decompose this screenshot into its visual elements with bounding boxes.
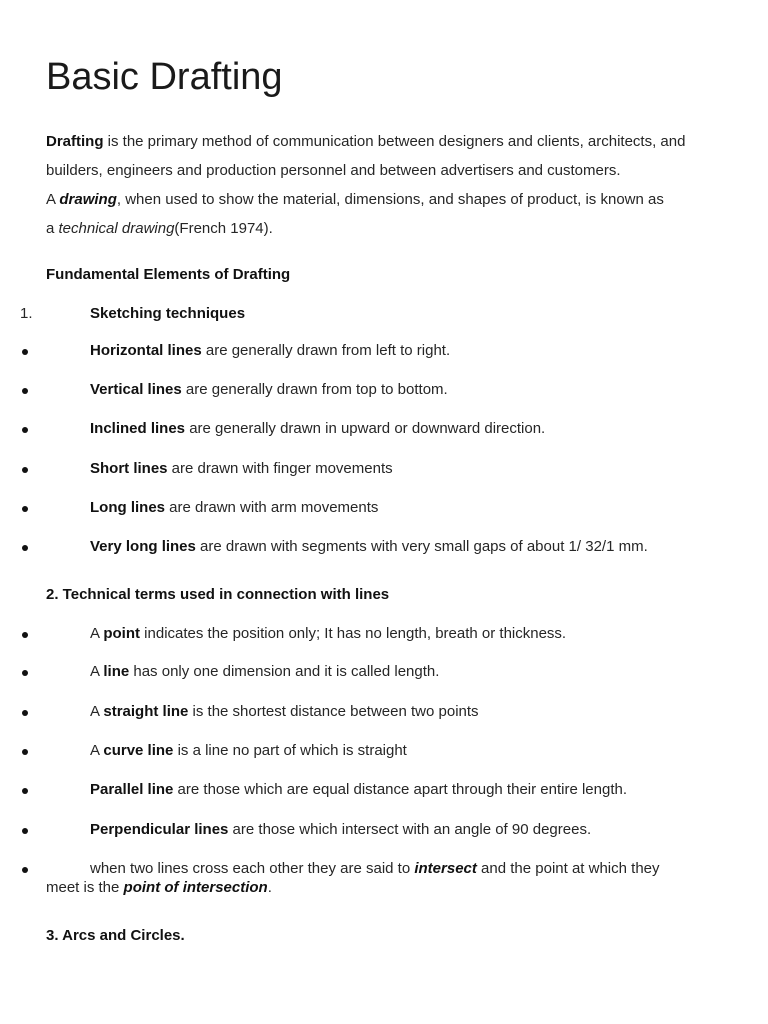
term: curve line [103, 742, 174, 759]
description: . [267, 879, 272, 896]
term: straight line [103, 703, 189, 720]
list-item [0, 859, 768, 903]
bullet-icon [22, 388, 28, 394]
citation-text: (French 1974). [174, 220, 273, 237]
description: when two lines cross each other they are said to [90, 860, 415, 877]
intersect-term: intersect [414, 860, 477, 877]
bullet-icon [22, 506, 28, 512]
term: Parallel line [90, 781, 174, 798]
bullet-icon [22, 427, 28, 433]
term: Long lines [90, 499, 165, 516]
bullet-icon [22, 749, 28, 755]
description: has only one dimension and it is called length. [129, 663, 440, 680]
intro-line-1 [46, 127, 736, 185]
page-title: Basic Drafting [46, 56, 283, 98]
bullet-icon [22, 467, 28, 473]
point-of-intersection-term: point of intersection [123, 879, 268, 896]
term: line [103, 663, 130, 680]
description: and the point at which they [476, 860, 660, 877]
description: are drawn with finger movements [167, 460, 393, 477]
bullet-icon [22, 828, 28, 834]
article-text: a [46, 220, 59, 237]
intro-line-2 [46, 185, 736, 214]
intro-paragraph [46, 127, 736, 243]
drawing-definition: , when used to show the material, dimensions, and shapes of product, is known as [116, 191, 664, 208]
bullet-icon [22, 349, 28, 355]
article-text: A [90, 625, 104, 642]
article-text: A [90, 663, 104, 680]
drawing-term: drawing [59, 191, 117, 208]
article-text: A [90, 703, 104, 720]
description: meet is the [46, 879, 124, 896]
article-text: A [90, 742, 104, 759]
term: Inclined lines [90, 420, 186, 437]
term: point [103, 625, 141, 642]
description: is a line no part of which is straight [173, 742, 407, 759]
section-heading-fundamentals: Fundamental Elements of Drafting [46, 266, 291, 283]
article-text: A [46, 191, 60, 208]
description: are drawn with segments with very small gaps of about 1/ 32/1 mm. [195, 538, 648, 555]
technical-drawing-term: technical drawing [58, 220, 175, 237]
intro-line-3 [46, 214, 736, 243]
bullet-icon [22, 632, 28, 638]
description: is the shortest distance between two points [188, 703, 479, 720]
drafting-term: Drafting [46, 133, 104, 150]
list-number: 1. [20, 305, 33, 322]
term: Very long lines [90, 538, 196, 555]
description: are drawn with arm movements [165, 499, 379, 516]
term: Short lines [90, 460, 168, 477]
description: are generally drawn in upward or downward direction. [185, 420, 546, 437]
section1-title: Sketching techniques [90, 305, 246, 322]
bullet-icon [22, 867, 28, 873]
drafting-definition: is the primary method of communication between designers and clients, architects, and builders, engineers and production personnel and between advertisers and customers. [46, 133, 686, 179]
description: are those which are equal distance apart through their entire length. [173, 781, 628, 798]
bullet-icon [22, 788, 28, 794]
section2-heading: 2. Technical terms used in connection with lines [46, 586, 390, 603]
bullet-icon [22, 670, 28, 676]
description: are those which intersect with an angle of 90 degrees. [228, 821, 592, 838]
description: are generally drawn from left to right. [201, 342, 451, 359]
description: are generally drawn from top to bottom. [181, 381, 448, 398]
term: Perpendicular lines [90, 821, 229, 838]
bullet-icon [22, 710, 28, 716]
term: Horizontal lines [90, 342, 202, 359]
description: indicates the position only; It has no length, breath or thickness. [140, 625, 567, 642]
bullet-icon [22, 545, 28, 551]
term: Vertical lines [90, 381, 182, 398]
section3-heading: 3. Arcs and Circles. [46, 927, 185, 944]
